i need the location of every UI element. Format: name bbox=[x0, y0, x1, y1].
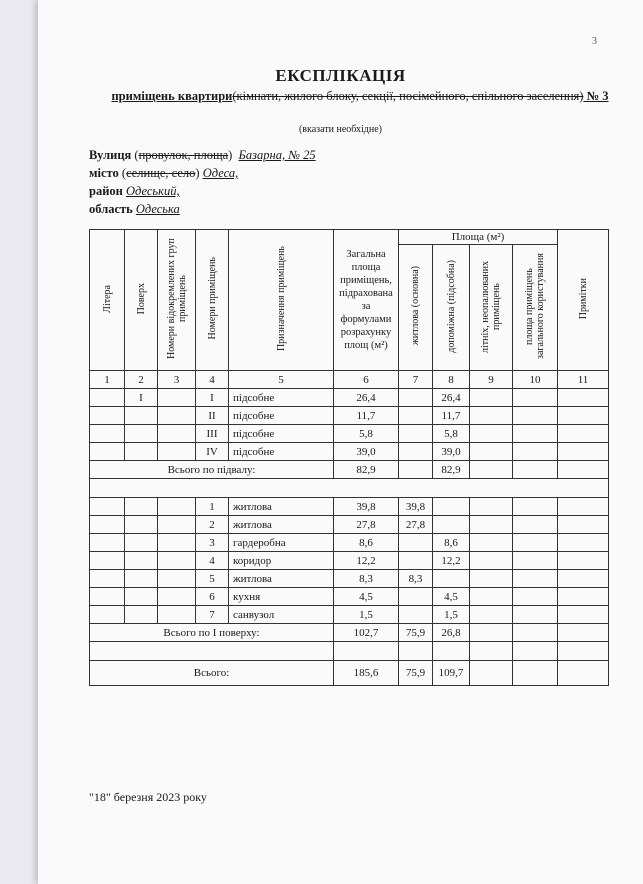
cell-aux: 8,6 bbox=[433, 534, 470, 552]
street-label: Вулиця bbox=[89, 148, 132, 162]
basement-total-row bbox=[90, 461, 609, 479]
cell-total: 8,6 bbox=[334, 534, 399, 552]
cell-notes bbox=[558, 461, 609, 479]
header-living-text: житлова (основна) bbox=[410, 266, 421, 346]
floor1-total-area: 102,7 bbox=[334, 624, 399, 642]
cell-litera bbox=[90, 443, 125, 461]
basement-total-label: Всього по підвалу: bbox=[90, 461, 334, 479]
cell-room: 1 bbox=[196, 498, 229, 516]
cell-total: 39,0 bbox=[334, 443, 399, 461]
cell-group bbox=[158, 570, 196, 588]
cell-total: 1,5 bbox=[334, 606, 399, 624]
cell-total: 8,3 bbox=[334, 570, 399, 588]
cell-poverh bbox=[125, 570, 158, 588]
grand-total-living: 75,9 bbox=[399, 661, 433, 686]
col-number: 2 bbox=[125, 371, 158, 389]
spacer-cell bbox=[433, 642, 470, 661]
cell-purpose: кухня bbox=[229, 588, 334, 606]
cell-aux: 11,7 bbox=[433, 407, 470, 425]
cell-summer bbox=[470, 588, 513, 606]
cell-room: 5 bbox=[196, 570, 229, 588]
cell-summer bbox=[470, 570, 513, 588]
spacer-cell bbox=[513, 642, 558, 661]
basement-total-area: 82,9 bbox=[334, 461, 399, 479]
cell-common bbox=[513, 606, 558, 624]
cell-summer bbox=[470, 516, 513, 534]
col-number: 4 bbox=[196, 371, 229, 389]
document-date: "18" березня 2023 року bbox=[89, 790, 207, 804]
spacer-row bbox=[90, 479, 609, 498]
cell-total: 12,2 bbox=[334, 552, 399, 570]
subtitle-hint: (вказати необхідне) bbox=[298, 124, 383, 135]
spacer-cell bbox=[470, 642, 513, 661]
cell-total: 4,5 bbox=[334, 588, 399, 606]
city-struck: селище, село bbox=[126, 166, 196, 180]
city-label: місто bbox=[89, 166, 119, 180]
header-living bbox=[399, 245, 433, 371]
cell-aux: 26,4 bbox=[433, 389, 470, 407]
cell-living bbox=[399, 443, 433, 461]
document-title: ЕКСПЛІКАЦІЯ bbox=[275, 66, 406, 85]
cell-notes bbox=[558, 570, 609, 588]
cell-purpose: гардеробна bbox=[229, 534, 334, 552]
table-row bbox=[90, 570, 609, 588]
cell-room: 3 bbox=[196, 534, 229, 552]
cell-purpose: житлова bbox=[229, 498, 334, 516]
floor1-total-row bbox=[90, 624, 609, 642]
cell-living bbox=[399, 389, 433, 407]
col-number: 10 bbox=[513, 371, 558, 389]
street-struck: провулок, площа bbox=[138, 148, 229, 162]
cell-total: 5,8 bbox=[334, 425, 399, 443]
cell-litera bbox=[90, 606, 125, 624]
col-number: 9 bbox=[470, 371, 513, 389]
cell-group bbox=[158, 443, 196, 461]
spacer-cell bbox=[558, 642, 609, 661]
header-room-nums-text: Номери приміщень bbox=[206, 257, 218, 340]
header-purpose bbox=[229, 230, 334, 371]
grand-total-row bbox=[90, 661, 609, 686]
cell-room: 2 bbox=[196, 516, 229, 534]
cell-notes bbox=[558, 425, 609, 443]
cell-notes bbox=[558, 407, 609, 425]
spacer-cell bbox=[399, 642, 433, 661]
cell-total: 27,8 bbox=[334, 516, 399, 534]
cell-group bbox=[158, 552, 196, 570]
header-total-area: Загальна площа приміщень, підрахована за формулами розрахунку площ (м²) bbox=[334, 230, 399, 371]
col-number: 1 bbox=[90, 371, 125, 389]
cell-common bbox=[513, 425, 558, 443]
address-street: Вулиця (провулок, площа) Базарна, № 25 bbox=[89, 148, 316, 162]
cell-notes bbox=[558, 443, 609, 461]
cell-summer bbox=[470, 624, 513, 642]
floor1-total-label: Всього по І поверху: bbox=[90, 624, 334, 642]
table-row bbox=[90, 534, 609, 552]
cell-total: 26,4 bbox=[334, 389, 399, 407]
table-row bbox=[90, 498, 609, 516]
cell-litera bbox=[90, 407, 125, 425]
header-room-nums bbox=[196, 230, 229, 371]
cell-common bbox=[513, 661, 558, 686]
cell-purpose: підсобне bbox=[229, 407, 334, 425]
cell-room: 7 bbox=[196, 606, 229, 624]
col-number: 7 bbox=[399, 371, 433, 389]
cell-notes bbox=[558, 498, 609, 516]
grand-total-aux: 109,7 bbox=[433, 661, 470, 686]
cell-aux bbox=[433, 498, 470, 516]
cell-summer bbox=[470, 389, 513, 407]
cell-litera bbox=[90, 498, 125, 516]
cell-common bbox=[513, 588, 558, 606]
cell-group bbox=[158, 534, 196, 552]
cell-purpose: підсобне bbox=[229, 425, 334, 443]
grand-total-area: 185,6 bbox=[334, 661, 399, 686]
cell-room: II bbox=[196, 407, 229, 425]
cell-summer bbox=[470, 425, 513, 443]
address-district bbox=[89, 184, 180, 199]
cell-room: 4 bbox=[196, 552, 229, 570]
cell-poverh bbox=[125, 552, 158, 570]
cell-notes bbox=[558, 516, 609, 534]
cell-litera bbox=[90, 588, 125, 606]
region-value: Одеська bbox=[135, 202, 180, 216]
floor1-total-living: 75,9 bbox=[399, 624, 433, 642]
col-number: 5 bbox=[229, 371, 334, 389]
spacer-row bbox=[90, 642, 609, 661]
cell-common bbox=[513, 534, 558, 552]
header-purpose-text: Призначення приміщень bbox=[275, 245, 287, 352]
subtitle-main: приміщень квартири bbox=[111, 89, 233, 103]
header-auxiliary bbox=[433, 245, 470, 371]
spacer-cell bbox=[334, 642, 399, 661]
header-summer bbox=[470, 245, 513, 371]
cell-notes bbox=[558, 624, 609, 642]
cell-poverh bbox=[125, 516, 158, 534]
cell-room: I bbox=[196, 389, 229, 407]
spacer-cell bbox=[90, 642, 334, 661]
district-label: район bbox=[89, 184, 123, 198]
col-number: 8 bbox=[433, 371, 470, 389]
cell-poverh bbox=[125, 606, 158, 624]
col-number: 6 bbox=[334, 371, 399, 389]
header-summer-text: літніх, неопалюваних приміщень bbox=[480, 259, 502, 353]
address-city: місто (селище, село) Одеса, bbox=[89, 166, 239, 180]
spacer-cell bbox=[90, 479, 609, 498]
cell-aux: 39,0 bbox=[433, 443, 470, 461]
cell-group bbox=[158, 425, 196, 443]
cell-poverh bbox=[125, 425, 158, 443]
table-header-row bbox=[90, 230, 609, 245]
document-subtitle bbox=[90, 88, 630, 105]
cell-living: 27,8 bbox=[399, 516, 433, 534]
table-row bbox=[90, 407, 609, 425]
cell-summer bbox=[470, 661, 513, 686]
explication-table bbox=[89, 229, 609, 686]
cell-aux: 12,2 bbox=[433, 552, 470, 570]
floor1-total-aux: 26,8 bbox=[433, 624, 470, 642]
cell-total: 39,8 bbox=[334, 498, 399, 516]
cell-total: 11,7 bbox=[334, 407, 399, 425]
address-region bbox=[89, 202, 180, 217]
cell-living bbox=[399, 425, 433, 443]
cell-group bbox=[158, 389, 196, 407]
cell-living bbox=[399, 552, 433, 570]
cell-poverh bbox=[125, 443, 158, 461]
header-litera-text: Літера bbox=[101, 284, 113, 313]
header-group-nums bbox=[158, 230, 196, 371]
cell-purpose: коридор bbox=[229, 552, 334, 570]
page-number: 3 bbox=[592, 36, 597, 47]
cell-notes bbox=[558, 389, 609, 407]
header-auxiliary-text: допоміжна (підсобна) bbox=[445, 259, 457, 353]
cell-notes bbox=[558, 534, 609, 552]
grand-total-label: Всього: bbox=[90, 661, 334, 686]
cell-summer bbox=[470, 461, 513, 479]
cell-aux bbox=[433, 516, 470, 534]
cell-notes bbox=[558, 606, 609, 624]
column-numbers-row bbox=[90, 371, 609, 389]
cell-litera bbox=[90, 570, 125, 588]
cell-aux: 5,8 bbox=[433, 425, 470, 443]
cell-living: 39,8 bbox=[399, 498, 433, 516]
col-number: 3 bbox=[158, 371, 196, 389]
cell-poverh bbox=[125, 534, 158, 552]
cell-common bbox=[513, 516, 558, 534]
cell-notes bbox=[558, 661, 609, 686]
cell-aux bbox=[433, 570, 470, 588]
cell-group bbox=[158, 606, 196, 624]
cell-summer bbox=[470, 498, 513, 516]
cell-summer bbox=[470, 606, 513, 624]
cell-group bbox=[158, 407, 196, 425]
cell-room: 6 bbox=[196, 588, 229, 606]
cell-notes bbox=[558, 588, 609, 606]
table-row bbox=[90, 516, 609, 534]
cell-group bbox=[158, 516, 196, 534]
cell-poverh: I bbox=[125, 389, 158, 407]
header-common bbox=[513, 245, 558, 371]
cell-living bbox=[399, 606, 433, 624]
cell-purpose: житлова bbox=[229, 516, 334, 534]
cell-aux: 4,5 bbox=[433, 588, 470, 606]
cell-common bbox=[513, 498, 558, 516]
header-notes bbox=[558, 230, 609, 371]
cell-common bbox=[513, 443, 558, 461]
cell-poverh bbox=[125, 498, 158, 516]
header-group-nums-text: Номери відокремлених груп приміщень bbox=[165, 238, 188, 359]
street-value: Базарна, № 25 bbox=[238, 148, 316, 162]
cell-living bbox=[399, 407, 433, 425]
cell-living bbox=[399, 588, 433, 606]
table-row bbox=[90, 443, 609, 461]
cell-litera bbox=[90, 552, 125, 570]
basement-total-aux: 82,9 bbox=[433, 461, 470, 479]
cell-litera bbox=[90, 534, 125, 552]
cell-summer bbox=[470, 407, 513, 425]
header-common-text: площа приміщень загального користування bbox=[524, 253, 546, 359]
cell-room: IV bbox=[196, 443, 229, 461]
subtitle-apartment-number: № 3 bbox=[583, 89, 609, 103]
header-area-group: Площа (м²) bbox=[399, 230, 558, 245]
header-litera bbox=[90, 230, 125, 371]
cell-common bbox=[513, 461, 558, 479]
cell-common bbox=[513, 407, 558, 425]
cell-living: 8,3 bbox=[399, 570, 433, 588]
cell-common bbox=[513, 624, 558, 642]
cell-common bbox=[513, 389, 558, 407]
district-value: Одеський, bbox=[125, 184, 180, 198]
header-poverh bbox=[125, 230, 158, 371]
cell-aux: 1,5 bbox=[433, 606, 470, 624]
table-row bbox=[90, 588, 609, 606]
cell-litera bbox=[90, 389, 125, 407]
header-poverh-text: Поверх bbox=[135, 282, 147, 315]
cell-summer bbox=[470, 443, 513, 461]
table-row bbox=[90, 552, 609, 570]
cell-common bbox=[513, 570, 558, 588]
header-notes-text: Примітки bbox=[577, 277, 589, 320]
cell-summer bbox=[470, 534, 513, 552]
cell-litera bbox=[90, 425, 125, 443]
table-row bbox=[90, 606, 609, 624]
col-number: 11 bbox=[558, 371, 609, 389]
cell-purpose: житлова bbox=[229, 570, 334, 588]
table-row bbox=[90, 389, 609, 407]
cell-living bbox=[399, 534, 433, 552]
cell-litera bbox=[90, 516, 125, 534]
cell-summer bbox=[470, 552, 513, 570]
cell-common bbox=[513, 552, 558, 570]
city-value: Одеса, bbox=[202, 166, 239, 180]
cell-purpose: підсобне bbox=[229, 443, 334, 461]
cell-purpose: санвузол bbox=[229, 606, 334, 624]
cell-poverh bbox=[125, 407, 158, 425]
cell-room: III bbox=[196, 425, 229, 443]
region-label: область bbox=[89, 202, 133, 216]
cell-group bbox=[158, 588, 196, 606]
table-row bbox=[90, 425, 609, 443]
basement-total-living bbox=[399, 461, 433, 479]
cell-poverh bbox=[125, 588, 158, 606]
cell-notes bbox=[558, 552, 609, 570]
cell-purpose: підсобне bbox=[229, 389, 334, 407]
subtitle-struck: (кімнати, жилого блоку, секції, посімейного, спільного заселення) bbox=[232, 89, 584, 103]
cell-group bbox=[158, 498, 196, 516]
